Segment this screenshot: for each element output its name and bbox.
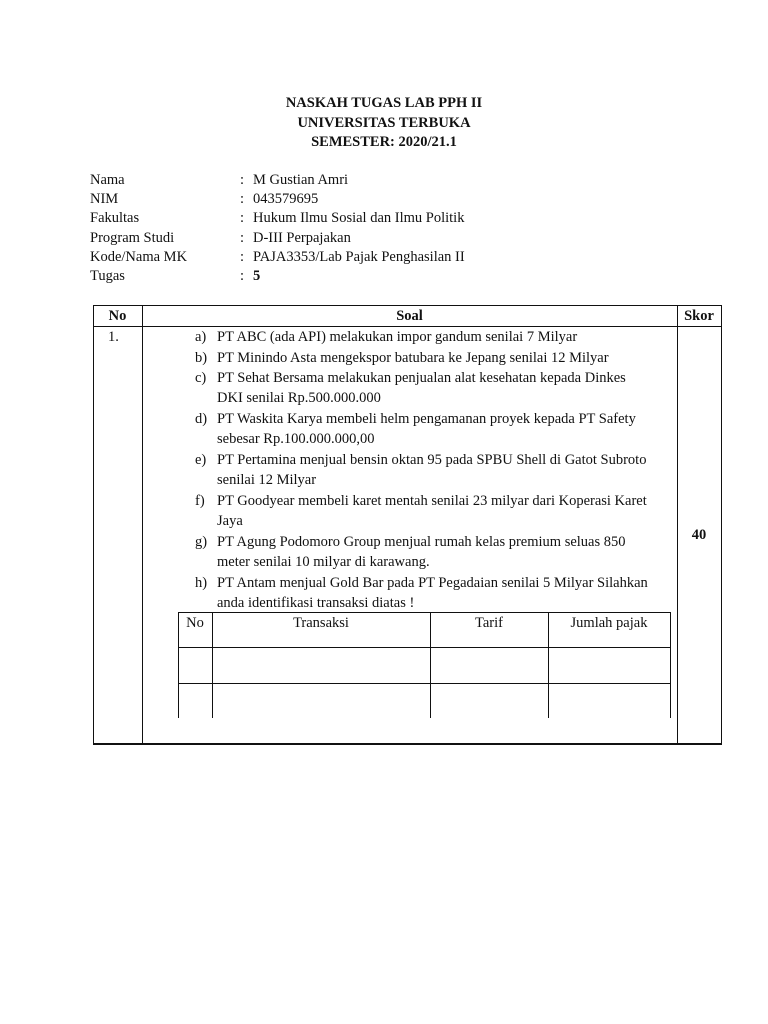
info-value: Hukum Ilmu Sosial dan Ilmu Politik [253,210,465,226]
col-header-soal: Soal [396,308,423,324]
answer-cell[interactable] [431,648,548,683]
info-value: M Gustian Amri [253,172,349,188]
question-letter: a) [195,329,207,345]
info-label: Nama [90,172,125,188]
answer-cell[interactable] [213,648,430,683]
info-colon: : [240,191,245,207]
info-value: 043579695 [253,191,319,207]
info-value: D-III Perpajakan [253,230,351,246]
answer-cell[interactable] [431,684,548,718]
question-text: meter senilai 10 milyar di karawang. [217,554,430,570]
question-letter: g) [195,534,208,550]
question-letter: d) [195,411,208,427]
question-letter: c) [195,370,207,386]
question-letter: f) [195,493,205,509]
question-text: PT Waskita Karya membeli helm pengamanan proyek kepada PT Safety [217,411,636,427]
col-header-skor: Skor [684,308,714,324]
question-text: anda identifikasi transaksi diatas ! [217,595,415,611]
row-score: 40 [691,527,707,543]
question-h [195,573,675,614]
answer-header-no: No [186,615,204,631]
info-colon: : [240,210,245,226]
question-letter: b) [195,350,208,366]
question-text: PT Pertamina menjual bensin oktan 95 pada SPBU Shell di Gatot Subroto [217,452,647,468]
info-colon: : [240,172,245,188]
question-a [195,327,675,348]
doc-title: NASKAH TUGAS LAB PPH II [285,95,483,111]
question-text: PT Antam menjual Gold Bar pada PT Pegadaian senilai 5 Milyar Silahkan [217,575,648,591]
answer-cell[interactable] [179,684,212,718]
col-header-no: No [108,308,127,324]
table-border-left [93,305,94,745]
university-name: UNIVERSITAS TERBUKA [297,115,471,131]
table-col-divider-no [142,305,143,745]
row-number: 1. [108,329,119,345]
info-label: Kode/Nama MK [90,249,188,265]
question-letter: e) [195,452,207,468]
question-d [195,409,675,450]
semester: SEMESTER: 2020/21.1 [311,134,457,150]
info-colon: : [240,249,245,265]
info-label: NIM [90,191,119,207]
question-text: PT Sehat Bersama melakukan penjualan alat kesehatan kepada Dinkes [217,370,626,386]
answer-cell[interactable] [213,684,430,718]
question-text: PT ABC (ada API) melakukan impor gandum senilai 7 Milyar [217,329,578,345]
question-c [195,368,675,409]
question-f [195,491,675,532]
info-colon: : [240,230,245,246]
question-text: sebesar Rp.100.000.000,00 [217,431,375,447]
question-text: senilai 12 Milyar [217,472,317,488]
info-label: Fakultas [90,210,140,226]
table-border-right [721,305,722,745]
question-text: PT Agung Podomoro Group menjual rumah kelas premium seluas 850 [217,534,626,550]
question-e [195,450,675,491]
question-letter: h) [195,575,208,591]
info-value: PAJA3353/Lab Pajak Penghasilan II [253,249,465,265]
info-colon: : [240,268,245,284]
table-col-divider-skor [677,305,678,745]
question-text: Jaya [217,513,243,529]
answer-table-top [178,612,671,613]
question-text: DKI senilai Rp.500.000.000 [217,390,381,406]
answer-cell[interactable] [549,684,670,718]
info-label: Program Studi [90,230,175,246]
answer-cell[interactable] [549,648,670,683]
question-g [195,532,675,573]
info-value: 5 [253,268,261,284]
answer-cell[interactable] [179,648,212,683]
question-b [195,348,675,369]
answer-header-jumlah-pajak: Jumlah pajak [570,615,648,631]
answer-header-tarif: Tarif [475,615,503,631]
table-border-bottom [93,743,722,745]
answer-header-transaksi: Transaksi [293,615,349,631]
answer-table-right [670,612,671,718]
question-text: PT Minindo Asta mengekspor batubara ke Jepang senilai 12 Milyar [217,350,609,366]
info-label: Tugas [90,268,125,284]
question-text: PT Goodyear membeli karet mentah senilai 23 milyar dari Koperasi Karet [217,493,647,509]
